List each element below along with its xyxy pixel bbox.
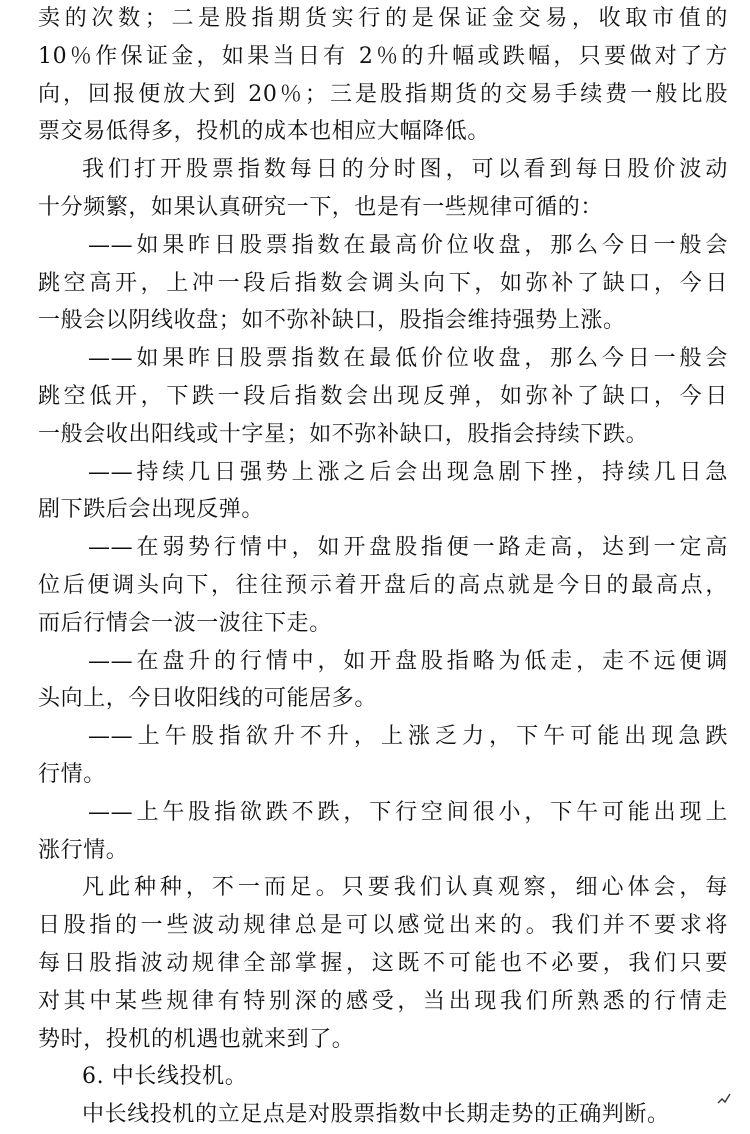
text-line: 凡此种种，不一而足。只要我们认真观察，细心体会，每 bbox=[82, 875, 728, 901]
paragraph bbox=[38, 454, 728, 530]
text-line: 跳空高开，上冲一段后指数会调头向下，如弥补了缺口，今日 bbox=[38, 270, 728, 296]
text-line: 位后便调头向下，往往预示着开盘后的高点就是今日的最高点， bbox=[38, 572, 728, 598]
text-line: 票交易低得多，投机的成本也相应大幅降低。 bbox=[38, 119, 491, 145]
text-line: ——如果昨日股票指数在最低价位收盘，那么今日一般会 bbox=[88, 346, 728, 372]
paragraph bbox=[38, 340, 728, 453]
paragraph bbox=[38, 643, 728, 719]
text-line: 我们打开股票指数每日的分时图，可以看到每日股价波动 bbox=[82, 157, 728, 183]
document-page bbox=[38, 0, 728, 1134]
text-line: 一般会收出阳线或十字星；如不弥补缺口，股指会持续下跌。 bbox=[38, 421, 649, 447]
text-line: 6. 中长线投机。 bbox=[82, 1064, 248, 1090]
text-line: ——在弱势行情中，如开盘股指便一路走高，达到一定高 bbox=[88, 535, 728, 561]
text-line: 日股指的一些波动规律总是可以感觉出来的。我们并不要求将 bbox=[38, 913, 728, 939]
text-line: 跳空低开，下跌一段后指数会出现反弹，如弥补了缺口，今日 bbox=[38, 383, 728, 409]
text-line: 卖的次数；二是股指期货实行的是保证金交易，收取市值的 bbox=[38, 6, 728, 31]
text-line: 10％作保证金，如果当日有 2％的升幅或跌幅，只要做对了方 bbox=[38, 43, 728, 69]
text-line: ——在盘升的行情中，如开盘股指略为低走，走不远便调 bbox=[88, 648, 728, 674]
paragraph bbox=[38, 151, 728, 227]
text-line: 对其中某些规律有特别深的感受，当出现我们所熟悉的行情走 bbox=[38, 988, 728, 1014]
text-line: ——如果昨日股票指数在最高价位收盘，那么今日一般会 bbox=[88, 232, 728, 258]
paragraph bbox=[38, 869, 728, 1058]
page-corner-mark bbox=[716, 1090, 732, 1110]
section-heading bbox=[38, 1058, 728, 1096]
text-line: ——持续几日强势上涨之后会出现急剧下挫，持续几日急 bbox=[88, 459, 728, 485]
text-line: ——上午股指欲跌不跌，下行空间很小，下午可能出现上 bbox=[88, 799, 728, 825]
text-line: 剧下跌后会出现反弹。 bbox=[38, 497, 265, 523]
paragraph bbox=[38, 0, 728, 151]
paragraph bbox=[38, 227, 728, 340]
text-line: 行情。 bbox=[38, 761, 106, 787]
text-line: ——上午股指欲升不升，上涨乏力，下午可能出现急跌 bbox=[88, 724, 728, 750]
paragraph bbox=[38, 529, 728, 642]
paragraph bbox=[38, 718, 728, 794]
text-line: 头向上，今日收阳线的可能居多。 bbox=[38, 686, 378, 712]
text-line: 一般会以阴线收盘；如不弥补缺口，股指会维持强势上涨。 bbox=[38, 308, 626, 334]
text-line: 十分频繁，如果认真研究一下，也是有一些规律可循的： bbox=[38, 194, 604, 220]
text-line: 中长线投机的立足点是对股票指数中长期走势的正确判断。 bbox=[82, 1102, 670, 1128]
text-line: 而后行情会一波一波往下走。 bbox=[38, 610, 332, 636]
text-line: 每日股指波动规律全部掌握，这既不可能也不必要，我们只要 bbox=[38, 950, 728, 976]
text-line: 势时，投机的机遇也就来到了。 bbox=[38, 1026, 355, 1052]
scan-mark-icon bbox=[716, 1090, 732, 1106]
text-line: 涨行情。 bbox=[38, 837, 129, 863]
paragraph bbox=[38, 1096, 728, 1134]
paragraph bbox=[38, 794, 728, 870]
text-line: 向，回报便放大到 20％；三是股指期货的交易手续费一般比股 bbox=[38, 81, 728, 107]
